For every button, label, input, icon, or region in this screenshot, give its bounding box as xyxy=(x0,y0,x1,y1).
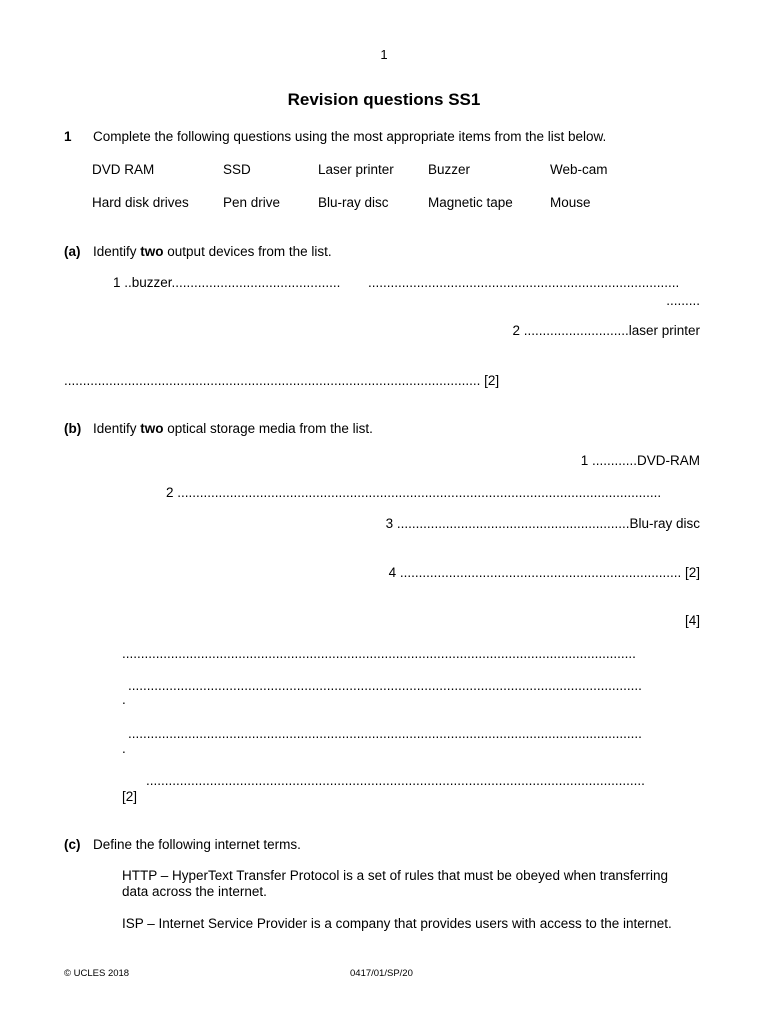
part-a-instruction: Identify two output devices from the list. xyxy=(93,244,332,259)
answer-line[interactable]: 1 ..buzzer............................................. xyxy=(113,275,341,290)
answer-line[interactable]: 2 ............................laser printer xyxy=(512,323,700,338)
part-a-label: (a) xyxy=(64,244,81,259)
list-item: SSD xyxy=(223,162,251,177)
definition-http-continued: data across the internet. xyxy=(122,884,267,899)
answer-line[interactable]: ..................................................................................................................................... xyxy=(146,773,645,788)
answer-line: ......... xyxy=(666,293,700,308)
list-item: Blu-ray disc xyxy=(318,195,389,210)
list-item: Magnetic tape xyxy=(428,195,513,210)
answer-line[interactable]: ......................................................................................................................................... xyxy=(128,726,642,741)
part-c-instruction: Define the following internet terms. xyxy=(93,837,301,852)
list-item: DVD RAM xyxy=(92,162,155,177)
list-item: Pen drive xyxy=(223,195,281,210)
page-number: 1 xyxy=(380,47,388,62)
answer-line[interactable]: ......................................................................................................................................... xyxy=(128,678,642,693)
answer-line[interactable]: 2 ................................................................................................................................. xyxy=(166,485,662,500)
definition-isp: ISP – Internet Service Provider is a company that provides users with access to the internet. xyxy=(122,916,672,931)
mark-allocation: [4] xyxy=(684,613,700,628)
list-item: Buzzer xyxy=(428,162,471,177)
answer-line: . xyxy=(122,692,126,707)
mark-allocation: [2] xyxy=(122,789,138,804)
answer-line[interactable]: 4 ........................................................................... [2] xyxy=(388,565,700,580)
page-title: Revision questions SS1 xyxy=(287,90,481,109)
list-item: Hard disk drives xyxy=(92,195,189,210)
list-item: Mouse xyxy=(550,195,591,210)
answer-line[interactable]: 3 ..............................................................Blu-ray disc xyxy=(385,516,700,531)
answer-line[interactable]: ......................................................................................................................................... xyxy=(122,646,636,661)
answer-line[interactable]: 1 ............DVD-RAM xyxy=(580,453,700,468)
list-item: Web-cam xyxy=(550,162,608,177)
part-b-label: (b) xyxy=(64,421,82,436)
part-c-label: (c) xyxy=(64,837,81,852)
question-number: 1 xyxy=(64,129,72,144)
part-b-instruction: Identify two optical storage media from the list. xyxy=(93,421,373,436)
definition-http: HTTP – HyperText Transfer Protocol is a set of rules that must be obeyed when transferring xyxy=(122,868,668,883)
footer-copyright: © UCLES 2018 xyxy=(64,968,130,979)
list-item: Laser printer xyxy=(318,162,394,177)
question-instruction: Complete the following questions using the most appropriate items from the list below. xyxy=(93,129,607,144)
answer-line[interactable]: ............................................................................................................... [2] xyxy=(64,373,500,388)
footer-code: 0417/01/SP/20 xyxy=(350,968,413,979)
answer-line: . xyxy=(122,741,126,756)
answer-line[interactable]: ................................................................................... xyxy=(368,275,680,290)
